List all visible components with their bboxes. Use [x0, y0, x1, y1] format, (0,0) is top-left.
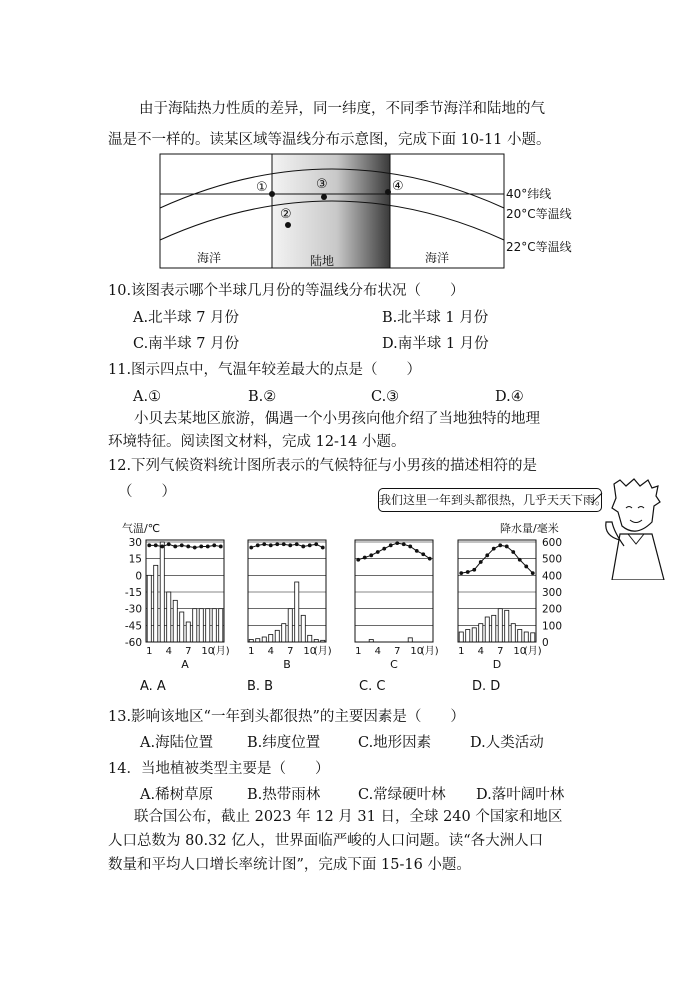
chart-name-label: A: [181, 658, 189, 671]
temp-point: [479, 560, 483, 564]
temp-point: [466, 570, 470, 574]
x-tick-label: 1: [355, 646, 362, 657]
q11-option-b[interactable]: B.②: [248, 389, 277, 405]
point-3-label: ③: [316, 177, 328, 192]
ocean-left-label: 海洋: [197, 251, 222, 265]
q13-option-d[interactable]: D.人类活动: [470, 735, 544, 751]
temp-tick-label: 15: [128, 553, 142, 566]
precip-bar: [505, 610, 509, 642]
precip-bar: [186, 622, 190, 642]
boy-illustration: [592, 478, 672, 580]
q11-option-d[interactable]: D.④: [495, 389, 524, 405]
precip-bar: [269, 635, 273, 643]
q12-option-a[interactable]: A. A: [140, 679, 166, 694]
intro1-line1: 由于海陆热力性质的差异，同一纬度，不同季节海洋和陆地的气: [139, 101, 545, 117]
iso20-label: 20°C等温线: [506, 207, 572, 221]
x-tick-label: 10: [410, 646, 424, 657]
temp-point: [219, 545, 223, 549]
temp-point: [160, 545, 164, 549]
q10-option-a[interactable]: A.北半球 7 月份: [133, 310, 240, 326]
precip-tick-label: 500: [542, 553, 563, 566]
temp-point: [193, 546, 197, 550]
precip-bar: [511, 624, 515, 642]
temp-point: [301, 545, 305, 549]
precip-bar: [206, 609, 210, 642]
point-2-dot: [285, 222, 291, 228]
temp-point: [295, 542, 299, 546]
precip-bar: [173, 600, 177, 642]
precip-bar: [295, 582, 299, 642]
temp-point: [167, 542, 171, 546]
temp-point: [408, 545, 412, 549]
intro3-line3: 数量和平均人口增长率统计图”，完成下面 15-16 小题。: [108, 857, 471, 873]
temp-point: [421, 552, 425, 556]
ocean-right-label: 海洋: [425, 251, 450, 265]
x-tick-label: 7: [394, 646, 401, 657]
temp-tick-label: -60: [124, 637, 142, 649]
precip-bar: [301, 615, 305, 642]
precip-bar: [262, 637, 266, 642]
temp-point: [428, 557, 432, 561]
precip-bar: [492, 615, 496, 642]
temp-point: [382, 547, 386, 551]
precip-bar: [147, 575, 151, 642]
q10-option-d[interactable]: D.南半球 1 月份: [382, 336, 489, 352]
precip-tick-label: 600: [542, 537, 563, 549]
temp-axis-title: 气温/℃: [122, 522, 161, 535]
precip-bar: [167, 592, 171, 642]
q10-stem: 10.该图表示哪个半球几月份的等温线分布状况（ ）: [108, 283, 465, 299]
x-unit-label: (月): [313, 646, 332, 657]
q12-stem-line2: （ ）: [118, 484, 176, 500]
x-tick-label: 7: [185, 646, 192, 657]
temp-point: [282, 542, 286, 546]
precip-bar: [154, 565, 158, 642]
precip-tick-label: 300: [542, 587, 563, 599]
temp-point: [249, 546, 253, 550]
q11-stem: 11.图示四点中，气温年较差最大的点是（ ）: [108, 362, 422, 378]
temp-point: [275, 542, 279, 546]
temp-point: [154, 543, 158, 547]
point-4-label: ④: [392, 179, 404, 194]
temp-point: [269, 543, 273, 547]
precip-bar: [518, 630, 522, 643]
x-tick-label: 4: [267, 646, 274, 657]
iso22-label: 22°C等温线: [506, 240, 572, 254]
chart-frame: [458, 540, 536, 642]
temp-point: [212, 543, 216, 547]
temp-point: [314, 542, 318, 546]
precip-axis-title: 降水量/毫米: [500, 522, 559, 535]
temp-point: [376, 550, 380, 554]
temp-point: [459, 571, 463, 575]
x-tick-label: 1: [248, 646, 255, 657]
intro1-line2: 温是不一样的。读某区域等温线分布示意图，完成下面 10-11 小题。: [108, 132, 551, 148]
climate-chart-a: [146, 540, 230, 671]
temp-point: [186, 545, 190, 549]
precip-bar: [288, 609, 292, 642]
temp-point: [321, 546, 325, 550]
temp-point: [369, 553, 373, 557]
x-tick-label: 4: [477, 646, 484, 657]
precip-bar: [199, 609, 203, 642]
q12-stem-line1: 12.下列气候资料统计图所表示的气候特征与小男孩的描述相符的是: [108, 458, 538, 474]
precip-bar: [485, 617, 489, 642]
x-tick-label: 4: [374, 646, 381, 657]
temp-point: [415, 549, 419, 553]
precip-bar: [308, 635, 312, 642]
climate-chart-d: [458, 540, 542, 671]
x-tick-label: 10: [513, 646, 527, 657]
chart-frame: [355, 540, 433, 642]
q13-option-b[interactable]: B.纬度位置: [247, 735, 321, 751]
intro3-line1: 联合国公布，截止 2023 年 12 月 31 日，全球 240 个国家和地区: [134, 809, 563, 825]
x-tick-label: 1: [146, 646, 153, 657]
temp-tick-label: -15: [124, 587, 142, 599]
q13-option-c[interactable]: C.地形因素: [358, 735, 432, 751]
q12-option-b[interactable]: B. B: [247, 679, 274, 694]
x-unit-label: (月): [523, 646, 542, 657]
chart-name-label: D: [492, 658, 502, 671]
precip-bar: [498, 609, 502, 642]
point-1-label: ①: [256, 180, 268, 195]
temp-point: [180, 543, 184, 547]
latitude-label: 40°纬线: [506, 187, 552, 201]
temp-point: [402, 542, 406, 546]
x-tick-label: 7: [287, 646, 294, 657]
temp-point: [524, 565, 528, 569]
temp-point: [505, 545, 509, 549]
temp-point: [492, 547, 496, 551]
precip-bar: [160, 542, 164, 642]
climate-charts: [118, 518, 568, 678]
q13-stem: 13.影响该地区“一年到头都很热”的主要因素是（ ）: [108, 709, 465, 725]
precip-bar: [459, 632, 463, 642]
precip-bar: [531, 633, 535, 642]
q14-option-a[interactable]: A.稀树草原: [140, 787, 214, 803]
precip-bar: [212, 609, 216, 642]
precip-bar: [524, 632, 528, 642]
temp-point: [395, 541, 399, 545]
q13-option-a[interactable]: A.海陆位置: [140, 735, 214, 751]
speech-bubble: 我们这里一年到头都很热，几乎天天下雨。: [378, 488, 602, 512]
q14-option-c[interactable]: C.常绿硬叶林: [358, 787, 446, 803]
temp-point: [389, 543, 393, 547]
temp-point: [356, 558, 360, 562]
temp-point: [173, 545, 177, 549]
temp-tick-label: 0: [135, 570, 142, 583]
precip-bar: [472, 628, 476, 642]
intro2-line1: 小贝去某地区旅游，偶遇一个小男孩向他介绍了当地独特的地理: [134, 411, 540, 427]
precip-tick-label: 100: [542, 620, 563, 633]
x-unit-label: (月): [211, 646, 230, 657]
point-1-dot: [269, 191, 275, 197]
temp-point: [308, 543, 312, 547]
temp-line: [358, 543, 430, 560]
chart-name-label: B: [283, 658, 291, 671]
point-2-label: ②: [280, 207, 292, 222]
q10-option-c[interactable]: C.南半球 7 月份: [133, 336, 240, 352]
temp-point: [147, 543, 151, 547]
precip-bar: [275, 630, 279, 642]
x-tick-label: 7: [497, 646, 504, 657]
q12-option-d[interactable]: D. D: [472, 679, 501, 694]
precip-tick-label: 0: [542, 637, 549, 649]
temp-point: [262, 542, 266, 546]
temp-point: [256, 543, 260, 547]
chart-name-label: C: [390, 658, 398, 671]
x-tick-label: 1: [458, 646, 465, 657]
precip-bar: [180, 612, 184, 642]
precip-tick-label: 200: [542, 603, 563, 616]
intro3-line2: 人口总数为 80.32 亿人，世界面临严峻的人口问题。读“各大洲人口: [108, 833, 544, 849]
x-tick-label: 10: [303, 646, 317, 657]
land-label: 陆地: [310, 254, 335, 268]
precip-bar: [466, 630, 470, 643]
temp-point: [206, 545, 210, 549]
temp-point: [485, 553, 489, 557]
temp-point: [288, 543, 292, 547]
precip-bar: [193, 609, 197, 642]
temp-point: [511, 550, 515, 554]
climate-chart-c: [355, 540, 439, 671]
temp-point: [472, 568, 476, 572]
point-3-dot: [321, 194, 327, 200]
q10-option-b[interactable]: B.北半球 1 月份: [382, 310, 489, 326]
temp-tick-label: -45: [124, 620, 142, 633]
boy-head-icon: [612, 479, 660, 531]
precip-tick-label: 400: [542, 570, 563, 583]
precip-bar: [219, 609, 223, 642]
q11-option-c[interactable]: C.③: [371, 389, 400, 405]
temp-point: [363, 556, 367, 560]
isotherm-figure: [150, 150, 590, 275]
temp-point: [498, 543, 502, 547]
precip-bar: [282, 624, 286, 642]
temp-tick-label: 30: [128, 537, 142, 549]
q14-stem: 14．当地植被类型主要是（ ）: [108, 761, 330, 777]
temp-point: [199, 545, 203, 549]
x-unit-label: (月): [420, 646, 439, 657]
temp-point: [518, 558, 522, 562]
temp-line: [461, 545, 533, 573]
temp-tick-label: -30: [124, 603, 142, 616]
temp-point: [531, 571, 535, 575]
q12-option-c[interactable]: C. C: [359, 679, 386, 694]
q14-option-d[interactable]: D.落叶阔叶林: [476, 787, 565, 803]
point-4-dot: [385, 189, 391, 195]
precip-bar: [408, 638, 412, 642]
chart-frame: [248, 540, 326, 642]
intro2-line2: 环境特征。阅读图文材料，完成 12-14 小题。: [108, 434, 406, 450]
q11-option-a[interactable]: A.①: [133, 389, 162, 405]
precip-bar: [479, 624, 483, 642]
q14-option-b[interactable]: B.热带雨林: [247, 787, 321, 803]
x-tick-label: 4: [165, 646, 172, 657]
temp-line: [251, 544, 323, 547]
x-tick-label: 10: [201, 646, 215, 657]
climate-chart-b: [248, 540, 332, 671]
